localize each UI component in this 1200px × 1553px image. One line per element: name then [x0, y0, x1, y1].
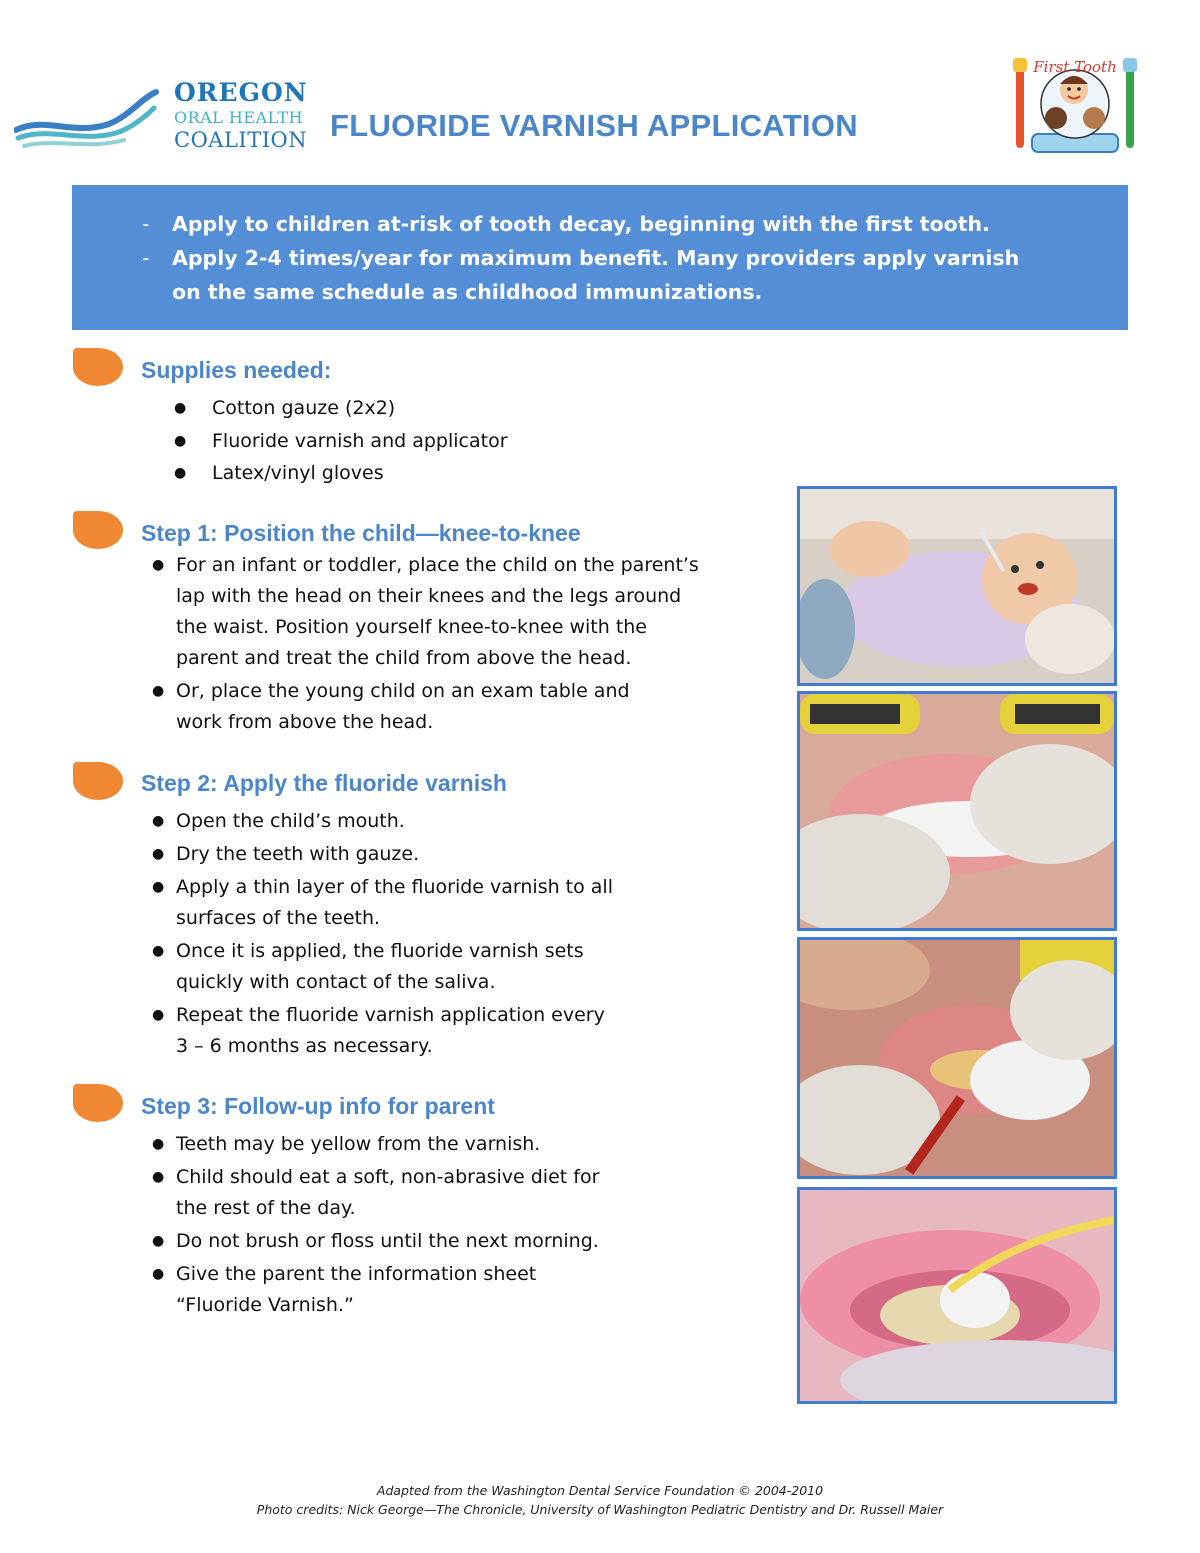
banner-text: on the same schedule as childhood immunizations.	[172, 280, 763, 304]
bullet-icon: ●	[152, 846, 165, 862]
bullet-icon: ●	[152, 1007, 165, 1023]
bullet-icon: ●	[152, 1233, 165, 1249]
list-item: ● For an infant or toddler, place the child on the parent’s lap with the head on their knees and the legs around the waist. Position yourself knee-to-knee with the parent and treat the child from above the head.	[176, 550, 699, 674]
bullet-icon: ●	[174, 400, 187, 416]
footer-photo-credits: Photo credits: Nick George—The Chronicle, University of Washington Pediatric Dentistry and Dr. Russell Maier	[256, 1502, 944, 1517]
bullet-icon: ●	[152, 813, 165, 829]
bullet-icon: ●	[152, 879, 165, 895]
badge-text: First Tooth	[1033, 58, 1117, 76]
supplies-heading: Supplies needed:	[141, 357, 332, 383]
footer-adapted-from: Adapted from the Washington Dental Service Foundation © 2004-2010	[376, 1483, 824, 1498]
step1-heading: Step 1: Position the child—knee-to-knee	[141, 520, 581, 546]
step1-list	[152, 550, 699, 738]
bullet-icon: ●	[152, 1169, 165, 1185]
list-item: ● Give the parent the information sheet “Fluoride Varnish.”	[176, 1259, 599, 1321]
section-marker	[73, 1084, 123, 1122]
banner-text: Apply 2-4 times/year for maximum benefit. Many providers apply varnish	[172, 246, 1020, 270]
photo-drying-teeth	[797, 691, 1117, 931]
bullet-icon: ●	[174, 432, 187, 449]
photo-image	[800, 489, 1114, 683]
key-points-banner	[72, 185, 1128, 330]
photo-varnished-teeth	[797, 1187, 1117, 1404]
bullet-icon: ●	[152, 683, 165, 699]
list-item: ● Repeat the fluoride varnish application every 3 – 6 months as necessary.	[176, 1000, 613, 1062]
banner-item-continued	[172, 275, 762, 309]
step2-heading: Step 2: Apply the fluoride varnish	[141, 770, 507, 796]
banner-dash: -	[142, 246, 150, 270]
list-item: ● Fluoride varnish and applicator	[212, 425, 508, 458]
step3-list	[152, 1129, 600, 1321]
bullet-icon: ●	[152, 1136, 165, 1152]
bullet-icon: ●	[152, 943, 165, 959]
first-tooth-badge-icon	[1008, 56, 1142, 166]
banner-item	[142, 241, 1020, 275]
banner-item	[142, 207, 990, 241]
photo-knee-to-knee-position	[797, 486, 1117, 686]
list-item: ● Do not brush or floss until the next morning.	[176, 1226, 599, 1257]
oregon-oral-health-coalition-logo	[14, 78, 308, 158]
list-item: ● Latex/vinyl gloves	[212, 457, 508, 490]
list-item: ● Once it is applied, the fluoride varnish sets quickly with contact of the saliva.	[176, 936, 613, 998]
wave-logo-icon	[14, 86, 164, 156]
step2-list	[152, 806, 613, 1062]
banner-dash: -	[142, 212, 150, 236]
list-item: ● Child should eat a soft, non-abrasive diet for the rest of the day.	[176, 1162, 599, 1224]
first-tooth-badge	[1008, 56, 1142, 166]
section-marker	[73, 511, 123, 549]
page-title: FLUORIDE VARNISH APPLICATION	[330, 108, 858, 143]
bullet-icon: ●	[152, 1266, 165, 1282]
bullet-icon: ●	[152, 557, 165, 573]
list-item: ● Open the child’s mouth.	[176, 806, 613, 837]
list-item: ● Teeth may be yellow from the varnish.	[176, 1129, 599, 1160]
list-item: ● Apply a thin layer of the fluoride varnish to all surfaces of the teeth.	[176, 872, 613, 934]
photo-applying-varnish	[797, 937, 1117, 1179]
banner-text: Apply to children at-risk of tooth decay, beginning with the first tooth.	[172, 212, 990, 236]
list-item: ● Dry the teeth with gauze.	[176, 839, 613, 870]
section-marker	[73, 762, 123, 800]
photo-image	[800, 940, 1114, 1176]
photo-image	[800, 694, 1114, 928]
supplies-list	[174, 392, 508, 490]
list-item: ● Cotton gauze (2x2)	[212, 392, 508, 425]
logo-line-oral-health: ORAL HEALTH	[174, 108, 304, 127]
step3-heading: Step 3: Follow-up info for parent	[141, 1093, 495, 1119]
bullet-icon: ●	[174, 465, 187, 481]
section-marker	[73, 348, 123, 386]
logo-line-oregon: OREGON	[174, 78, 308, 107]
photo-image	[800, 1190, 1114, 1401]
list-item: ● Or, place the young child on an exam table and work from above the head.	[176, 676, 699, 738]
logo-line-coalition: COALITION	[174, 128, 308, 152]
